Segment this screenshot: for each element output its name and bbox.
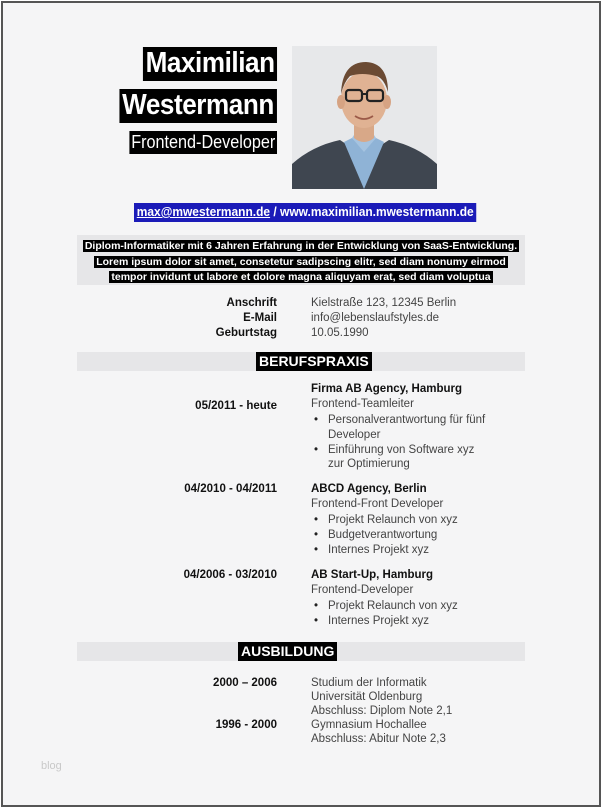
contact-line	[134, 203, 476, 222]
job-date: 05/2011 - heute	[195, 400, 277, 412]
list-item: • Projekt Relaunch von xyz	[311, 513, 491, 528]
cv-page	[1, 1, 601, 807]
job-date: 04/2006 - 03/2010	[183, 569, 277, 581]
birthday-label: Geburtstag	[215, 327, 277, 339]
email-label: E-Mail	[243, 312, 277, 324]
education-line: Abschluss: Abitur Note 2,3	[311, 733, 446, 745]
contact-separator: /	[270, 204, 281, 219]
job-company: Firma AB Agency, Hamburg	[311, 383, 463, 395]
education-line: Studium der Informatik	[311, 677, 427, 689]
job-company: ABCD Agency, Berlin	[311, 483, 427, 495]
job-bullets	[311, 513, 491, 557]
watermark: blog	[41, 760, 62, 772]
list-item: • Budgetverantwortung	[311, 528, 491, 543]
job-role: Frontend-Developer	[311, 584, 414, 596]
portrait-image	[292, 46, 437, 189]
experience-heading: BERUFSPRAXIS	[256, 352, 372, 371]
list-item: • Internes Projekt xyz	[311, 543, 491, 558]
list-item: • Projekt Relaunch von xyz	[311, 599, 491, 614]
email-value: info@lebenslaufstyles.de	[311, 312, 440, 324]
job-bullets	[311, 413, 491, 472]
first-name: Maximilian	[143, 47, 277, 81]
job-role: Frontend-Front Developer	[311, 498, 444, 510]
address-label: Anschrift	[226, 297, 277, 309]
job-title: Frontend-Developer	[131, 132, 276, 152]
last-name: Westermann	[120, 89, 277, 123]
email-link[interactable]: max@mwestermann.de	[136, 204, 271, 219]
list-item: • Personalverantwortung für fünf Developer	[311, 413, 491, 443]
job-company: AB Start-Up, Hamburg	[311, 569, 434, 581]
education-line: Abschluss: Diplom Note 2,1	[311, 705, 453, 717]
address-value: Kielstraße 123, 12345 Berlin	[311, 297, 457, 309]
education-heading: AUSBILDUNG	[238, 642, 337, 661]
job-bullets	[311, 599, 491, 629]
job-date: 04/2010 - 04/2011	[184, 483, 277, 495]
summary-text: Diplom-Informatiker mit 6 Jahren Erfahrung in der Entwicklung von SaaS-Entwicklung. Lorem ipsum dolor sit amet, consetetur sadipscing elitr, sed diam nonumy eirmod tempor invidunt ut labore et dolore magna aliquyam erat, sed diam voluptua	[84, 240, 518, 284]
birthday-value: 10.05.1990	[311, 327, 369, 339]
profile-photo	[292, 46, 437, 189]
education-line: Universität Oldenburg	[311, 691, 423, 703]
website-link[interactable]: www.maximilian.mwestermann.de	[280, 204, 474, 219]
list-item: • Internes Projekt xyz	[311, 614, 491, 629]
education-line: Gymnasium Hochallee	[311, 719, 427, 731]
education-date: 2000 – 2006	[213, 677, 277, 689]
education-date: 1996 - 2000	[215, 719, 277, 731]
list-item: • Einführung von Software xyz zur Optimierung	[311, 443, 491, 473]
job-role: Frontend-Teamleiter	[311, 398, 414, 410]
